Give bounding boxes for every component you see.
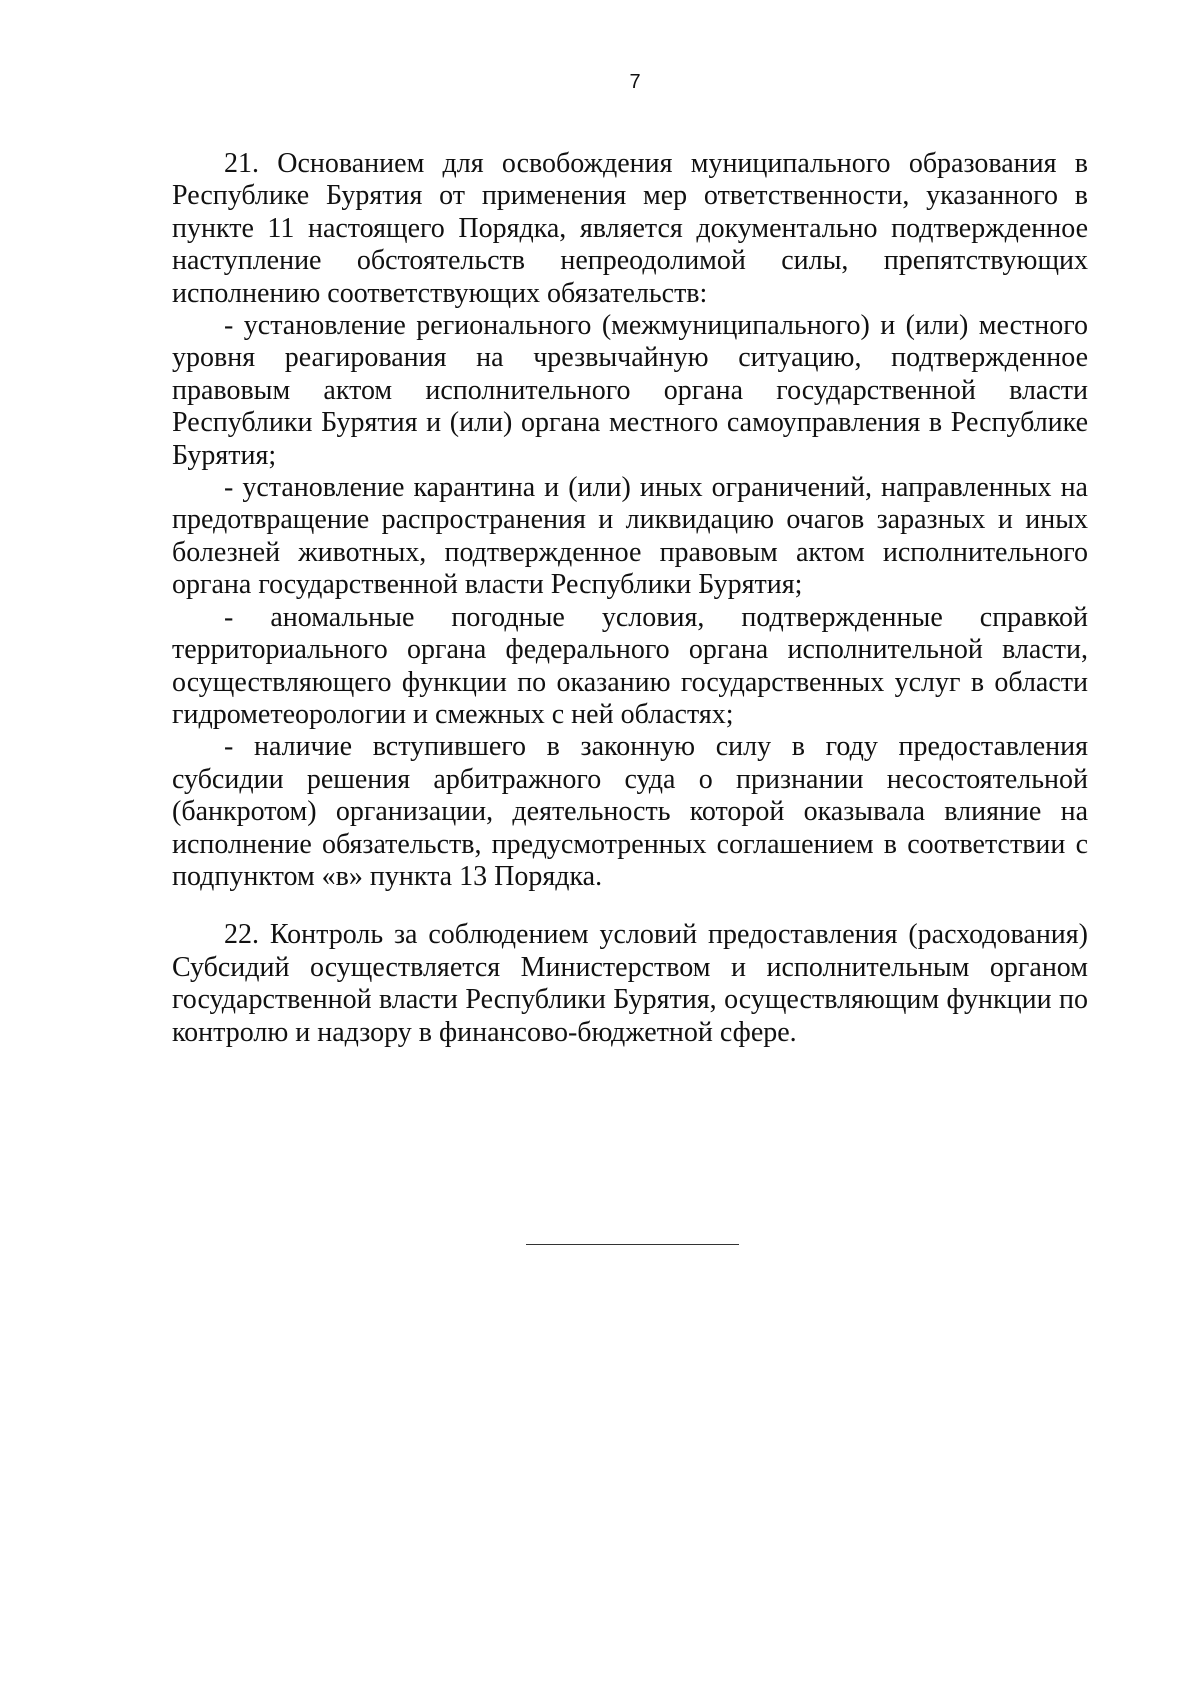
paragraph-22: 22. Контроль за соблюдением условий предоставления (расходования) Субсидий осуществляется Министерством и исполнительным органом государственной власти Республики Бурятия, осуществляющим функции по контролю и надзору в финансово-бюджетной сфере. [172,919,1088,1048]
list-item-quarantine: - установление карантина и (или) иных ограничений, направленных на предотвращение распространения и ликвидацию очагов заразных и иных болезней животных, подтвержденное правовым актом исполнительного органа государственной власти Республики Бурятия; [172,472,1088,601]
end-of-document-divider [526,1244,739,1245]
page-number: 7 [629,71,641,93]
list-item-weather-conditions: - аномальные погодные условия, подтвержденные справкой территориального органа федерального органа исполнительной власти, осуществляющего функции по оказанию государственных услуг в области гидрометеорологии и смежных с ней областях; [172,601,1088,730]
list-item-court-decision: - наличие вступившего в законную силу в году предоставления субсидии решения арбитражного суда о признании несостоятельной (банкротом) организации, деятельность которой оказывала влияние на исполнение обязательств, предусмотренных соглашением в соответствии с подпунктом «в» пункта 13 Порядка. [172,731,1088,892]
paragraph-21: 21. Основанием для освобождения муниципального образования в Республике Бурятия от применения мер ответственности, указанного в пункте 11 настоящего Порядка, является документально подтвержденное наступление обстоятельств непреодолимой силы, препятствующих исполнению соответствующих обязательств: [172,148,1088,309]
document-body [172,148,1088,1049]
list-item-emergency-response: - установление регионального (межмуниципального) и (или) местного уровня реагирования на чрезвычайную ситуацию, подтвержденное правовым актом исполнительного органа государственной власти Республики Бурятия и (или) органа местного самоуправления в Республике Бурятия; [172,310,1088,471]
